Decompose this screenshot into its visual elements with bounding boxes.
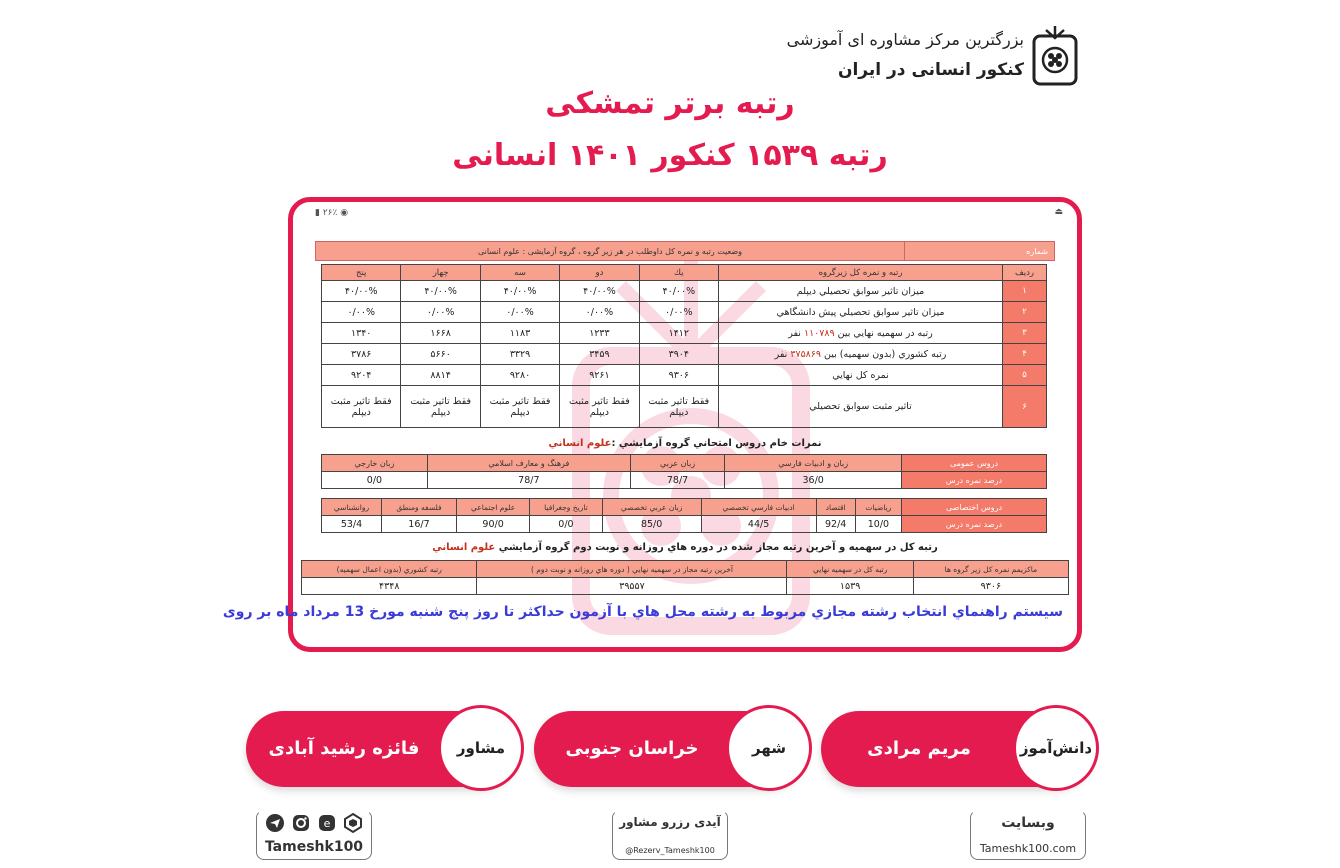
course-header: زبان و ادبيات فارسي bbox=[725, 455, 902, 472]
row-number: ۴ bbox=[1003, 344, 1047, 365]
table-cell: ۱۶۶۸ bbox=[401, 323, 480, 344]
table-row bbox=[322, 386, 1047, 428]
table-cell: فقط تاثير مثبت ديپلم bbox=[639, 386, 718, 428]
table-cell: ۴۰/۰۰% bbox=[560, 281, 639, 302]
table-row bbox=[322, 302, 1047, 323]
table-cell: ۹۲۸۰ bbox=[480, 365, 559, 386]
col-header: رديف bbox=[1003, 265, 1047, 281]
social-icons bbox=[257, 813, 371, 833]
percent-label: درصد نمره درس bbox=[902, 472, 1047, 489]
row-number: ۶ bbox=[1003, 386, 1047, 428]
signal-icon: ⏏ bbox=[1054, 207, 1063, 217]
table-header-row bbox=[322, 265, 1047, 281]
row-label: رتبه كشوري (بدون سهميه) بين ۳۷۵۸۶۹ نفر bbox=[719, 344, 1003, 365]
results-screenshot bbox=[222, 197, 1082, 652]
rank-header: ماكزيمم نمره كل زير گروه ها bbox=[913, 561, 1068, 578]
telegram-icon[interactable] bbox=[265, 813, 285, 833]
brand-name: کنکور انسانی در ایران bbox=[837, 60, 1024, 80]
row-label: تاثير مثبت سوابق تحصيلي bbox=[719, 386, 1003, 428]
city-label: شهر bbox=[726, 705, 812, 791]
table-cell: ۸۸۱۴ bbox=[401, 365, 480, 386]
course-score: 78/7 bbox=[630, 472, 725, 489]
table-cell: فقط تاثير مثبت ديپلم bbox=[322, 386, 401, 428]
subgroup-rank-table bbox=[321, 264, 1047, 428]
course-header: زبان عربي bbox=[630, 455, 725, 472]
reserve-box[interactable] bbox=[612, 810, 728, 860]
reserve-label: آیدی رزرو مشاور bbox=[619, 815, 721, 829]
course-header: فرهنگ و معارف اسلامي bbox=[427, 455, 630, 472]
table-cell: ۱۴۱۲ bbox=[639, 323, 718, 344]
col-header: سه bbox=[480, 265, 559, 281]
table-cell: ۴۰/۰۰% bbox=[322, 281, 401, 302]
page-subtitle: رتبه ۱۵۳۹ کنکور ۱۴۰۱ انسانی bbox=[452, 138, 888, 173]
course-score: 53/4 bbox=[322, 516, 382, 533]
reserve-id[interactable]: @Rezerv_Tameshk100 bbox=[625, 846, 715, 855]
table-cell: ۳۴۵۹ bbox=[560, 344, 639, 365]
website-url[interactable]: Tameshk100.com bbox=[979, 842, 1077, 855]
col-header: چهار bbox=[401, 265, 480, 281]
table-cell: ۱۱۸۳ bbox=[480, 323, 559, 344]
table-cell: ۰/۰۰% bbox=[322, 302, 401, 323]
national-rank-value: ۴۳۴۸ bbox=[302, 578, 477, 595]
max-score-value: ۹۳۰۶ bbox=[913, 578, 1068, 595]
student-card bbox=[821, 711, 1093, 787]
general-courses-table bbox=[321, 454, 1047, 489]
row-number: ۳ bbox=[1003, 323, 1047, 344]
candidate-number-label: شماره bbox=[905, 241, 1055, 261]
brand-tagline: بزرگترین مرکز مشاوره ای آموزشی bbox=[786, 30, 1024, 49]
row-number: ۲ bbox=[1003, 302, 1047, 323]
table-row bbox=[322, 323, 1047, 344]
advisor-label: مشاور bbox=[438, 705, 524, 791]
result-header-text: وضعیت رتبه و نمره کل داوطلب در هر زیر گروه ، گروه آزمایشی : علوم انسانی bbox=[315, 241, 905, 261]
table-cell: فقط تاثير مثبت ديپلم bbox=[480, 386, 559, 428]
course-score: 78/7 bbox=[427, 472, 630, 489]
advisor-card bbox=[246, 711, 518, 787]
table-row bbox=[322, 344, 1047, 365]
row-label: ميزان تاثير سوابق تحصيلي پيش دانشگاهي bbox=[719, 302, 1003, 323]
table-cell: ۹۳۰۶ bbox=[639, 365, 718, 386]
course-header: ادبيات فارسي تخصصي bbox=[701, 499, 816, 516]
course-header: رياضيات bbox=[855, 499, 901, 516]
rank-title: رتبه كل در سهميه و آخرين رتبه مجاز شده در دوره هاي روزانه و نوبت دوم گروه آزمايشي علوم انساني bbox=[432, 542, 938, 553]
raspberry-logo-icon bbox=[1032, 22, 1078, 86]
course-score: 16/7 bbox=[381, 516, 456, 533]
col-header: يك bbox=[639, 265, 718, 281]
table-cell: ۹۲۶۱ bbox=[560, 365, 639, 386]
table-cell: فقط تاثير مثبت ديپلم bbox=[401, 386, 480, 428]
row-number: ۵ bbox=[1003, 365, 1047, 386]
table-cell: ۰/۰۰% bbox=[639, 302, 718, 323]
table-cell: ۴۰/۰۰% bbox=[639, 281, 718, 302]
course-score: 44/5 bbox=[701, 516, 816, 533]
row-label: رتبه در سهميه نهايي بين ۱۱۰۷۸۹ نفر bbox=[719, 323, 1003, 344]
table-cell: ۹۲۰۴ bbox=[322, 365, 401, 386]
table-cell: ۴۰/۰۰% bbox=[480, 281, 559, 302]
row-label: ميزان تاثير سوابق تحصيلي ديپلم bbox=[719, 281, 1003, 302]
row-number: ۱ bbox=[1003, 281, 1047, 302]
status-bar bbox=[301, 206, 1069, 222]
quota-rank-value: ۱۵۳۹ bbox=[787, 578, 913, 595]
course-header: علوم اجتماعي bbox=[456, 499, 529, 516]
col-header: رتبه و نمره كل زيرگروه bbox=[719, 265, 1003, 281]
course-score: 0/0 bbox=[322, 472, 428, 489]
table-cell: ۵۶۶۰ bbox=[401, 344, 480, 365]
svg-text:e: e bbox=[323, 817, 331, 830]
eitaa-icon[interactable] bbox=[317, 813, 337, 833]
advisor-name: فائزه رشید آبادی bbox=[268, 738, 420, 759]
city-card bbox=[534, 711, 806, 787]
course-header: فلسفه ومنطق bbox=[381, 499, 456, 516]
rank-header: رتبه كشوري (بدون اعمال سهميه) bbox=[302, 561, 477, 578]
table-cell: ۱۳۴۰ bbox=[322, 323, 401, 344]
rubika-icon[interactable] bbox=[343, 813, 363, 833]
table-cell: ۱۲۳۳ bbox=[560, 323, 639, 344]
specialized-courses-label: دروس اختصاصی bbox=[902, 499, 1047, 516]
general-courses-label: دروس عمومی bbox=[902, 455, 1047, 472]
table-cell: ۰/۰۰% bbox=[401, 302, 480, 323]
city-name: خراسان جنوبی bbox=[565, 738, 699, 759]
notice-text: سيستم راهنماي انتخاب رشته مجازي مربوط به رشته محل هاي با آزمون حداكثر تا روز پنج شنبه مورخ 13 مرداد ماه بر روی bbox=[222, 604, 1063, 620]
row-label: نمره كل نهايي bbox=[719, 365, 1003, 386]
last-allowed-rank-value: ۳۹۵۵۷ bbox=[477, 578, 787, 595]
col-header: پنج bbox=[322, 265, 401, 281]
student-name: مریم مرادی bbox=[867, 738, 971, 759]
table-cell: ۳۹۰۴ bbox=[639, 344, 718, 365]
col-header: دو bbox=[560, 265, 639, 281]
course-header: تاريخ وجغرافيا bbox=[530, 499, 602, 516]
table-cell: ۴۰/۰۰% bbox=[401, 281, 480, 302]
website-label: وبسایت bbox=[1001, 815, 1055, 831]
percent-label: درصد نمره درس bbox=[902, 516, 1047, 533]
social-handle[interactable]: Tameshk100 bbox=[264, 839, 364, 855]
course-score: 36/0 bbox=[725, 472, 902, 489]
course-score: 90/0 bbox=[456, 516, 529, 533]
website-box[interactable] bbox=[970, 810, 1086, 860]
rank-header: رتبه كل در سهميه نهايي bbox=[787, 561, 913, 578]
table-row bbox=[322, 365, 1047, 386]
table-cell: ۰/۰۰% bbox=[480, 302, 559, 323]
table-cell: ۰/۰۰% bbox=[560, 302, 639, 323]
course-score: 85/0 bbox=[602, 516, 701, 533]
result-header bbox=[315, 241, 1055, 261]
raw-scores-title: نمرات خام دروس امتحاني گروه آزمايشي :علوم انساني bbox=[548, 438, 822, 449]
table-row bbox=[322, 281, 1047, 302]
course-header: روانشناسي bbox=[322, 499, 382, 516]
brand-logo bbox=[784, 20, 1080, 88]
course-header: زبان عربي تخصصي bbox=[602, 499, 701, 516]
social-box[interactable] bbox=[256, 810, 372, 860]
table-cell: ۳۷۸۶ bbox=[322, 344, 401, 365]
battery-indicator: ▮ ۲۶٪ ◉ bbox=[315, 208, 349, 218]
specialized-courses-table bbox=[321, 498, 1047, 533]
page-title: رتبه برتر تمشکی bbox=[545, 86, 795, 121]
table-cell: فقط تاثير مثبت ديپلم bbox=[560, 386, 639, 428]
table-cell: ۳۳۲۹ bbox=[480, 344, 559, 365]
course-score: 0/0 bbox=[530, 516, 602, 533]
student-label: دانش‌آموز bbox=[1013, 705, 1099, 791]
course-score: 92/4 bbox=[816, 516, 855, 533]
course-header: اقتصاد bbox=[816, 499, 855, 516]
rank-header: آخرين رتبه مجاز در سهميه نهايي ( دوره هاي روزانه و نوبت دوم ) bbox=[477, 561, 787, 578]
course-header: زبان خارجي bbox=[322, 455, 428, 472]
course-score: 10/0 bbox=[855, 516, 901, 533]
final-rank-table bbox=[301, 560, 1069, 595]
instagram-icon[interactable] bbox=[291, 813, 311, 833]
